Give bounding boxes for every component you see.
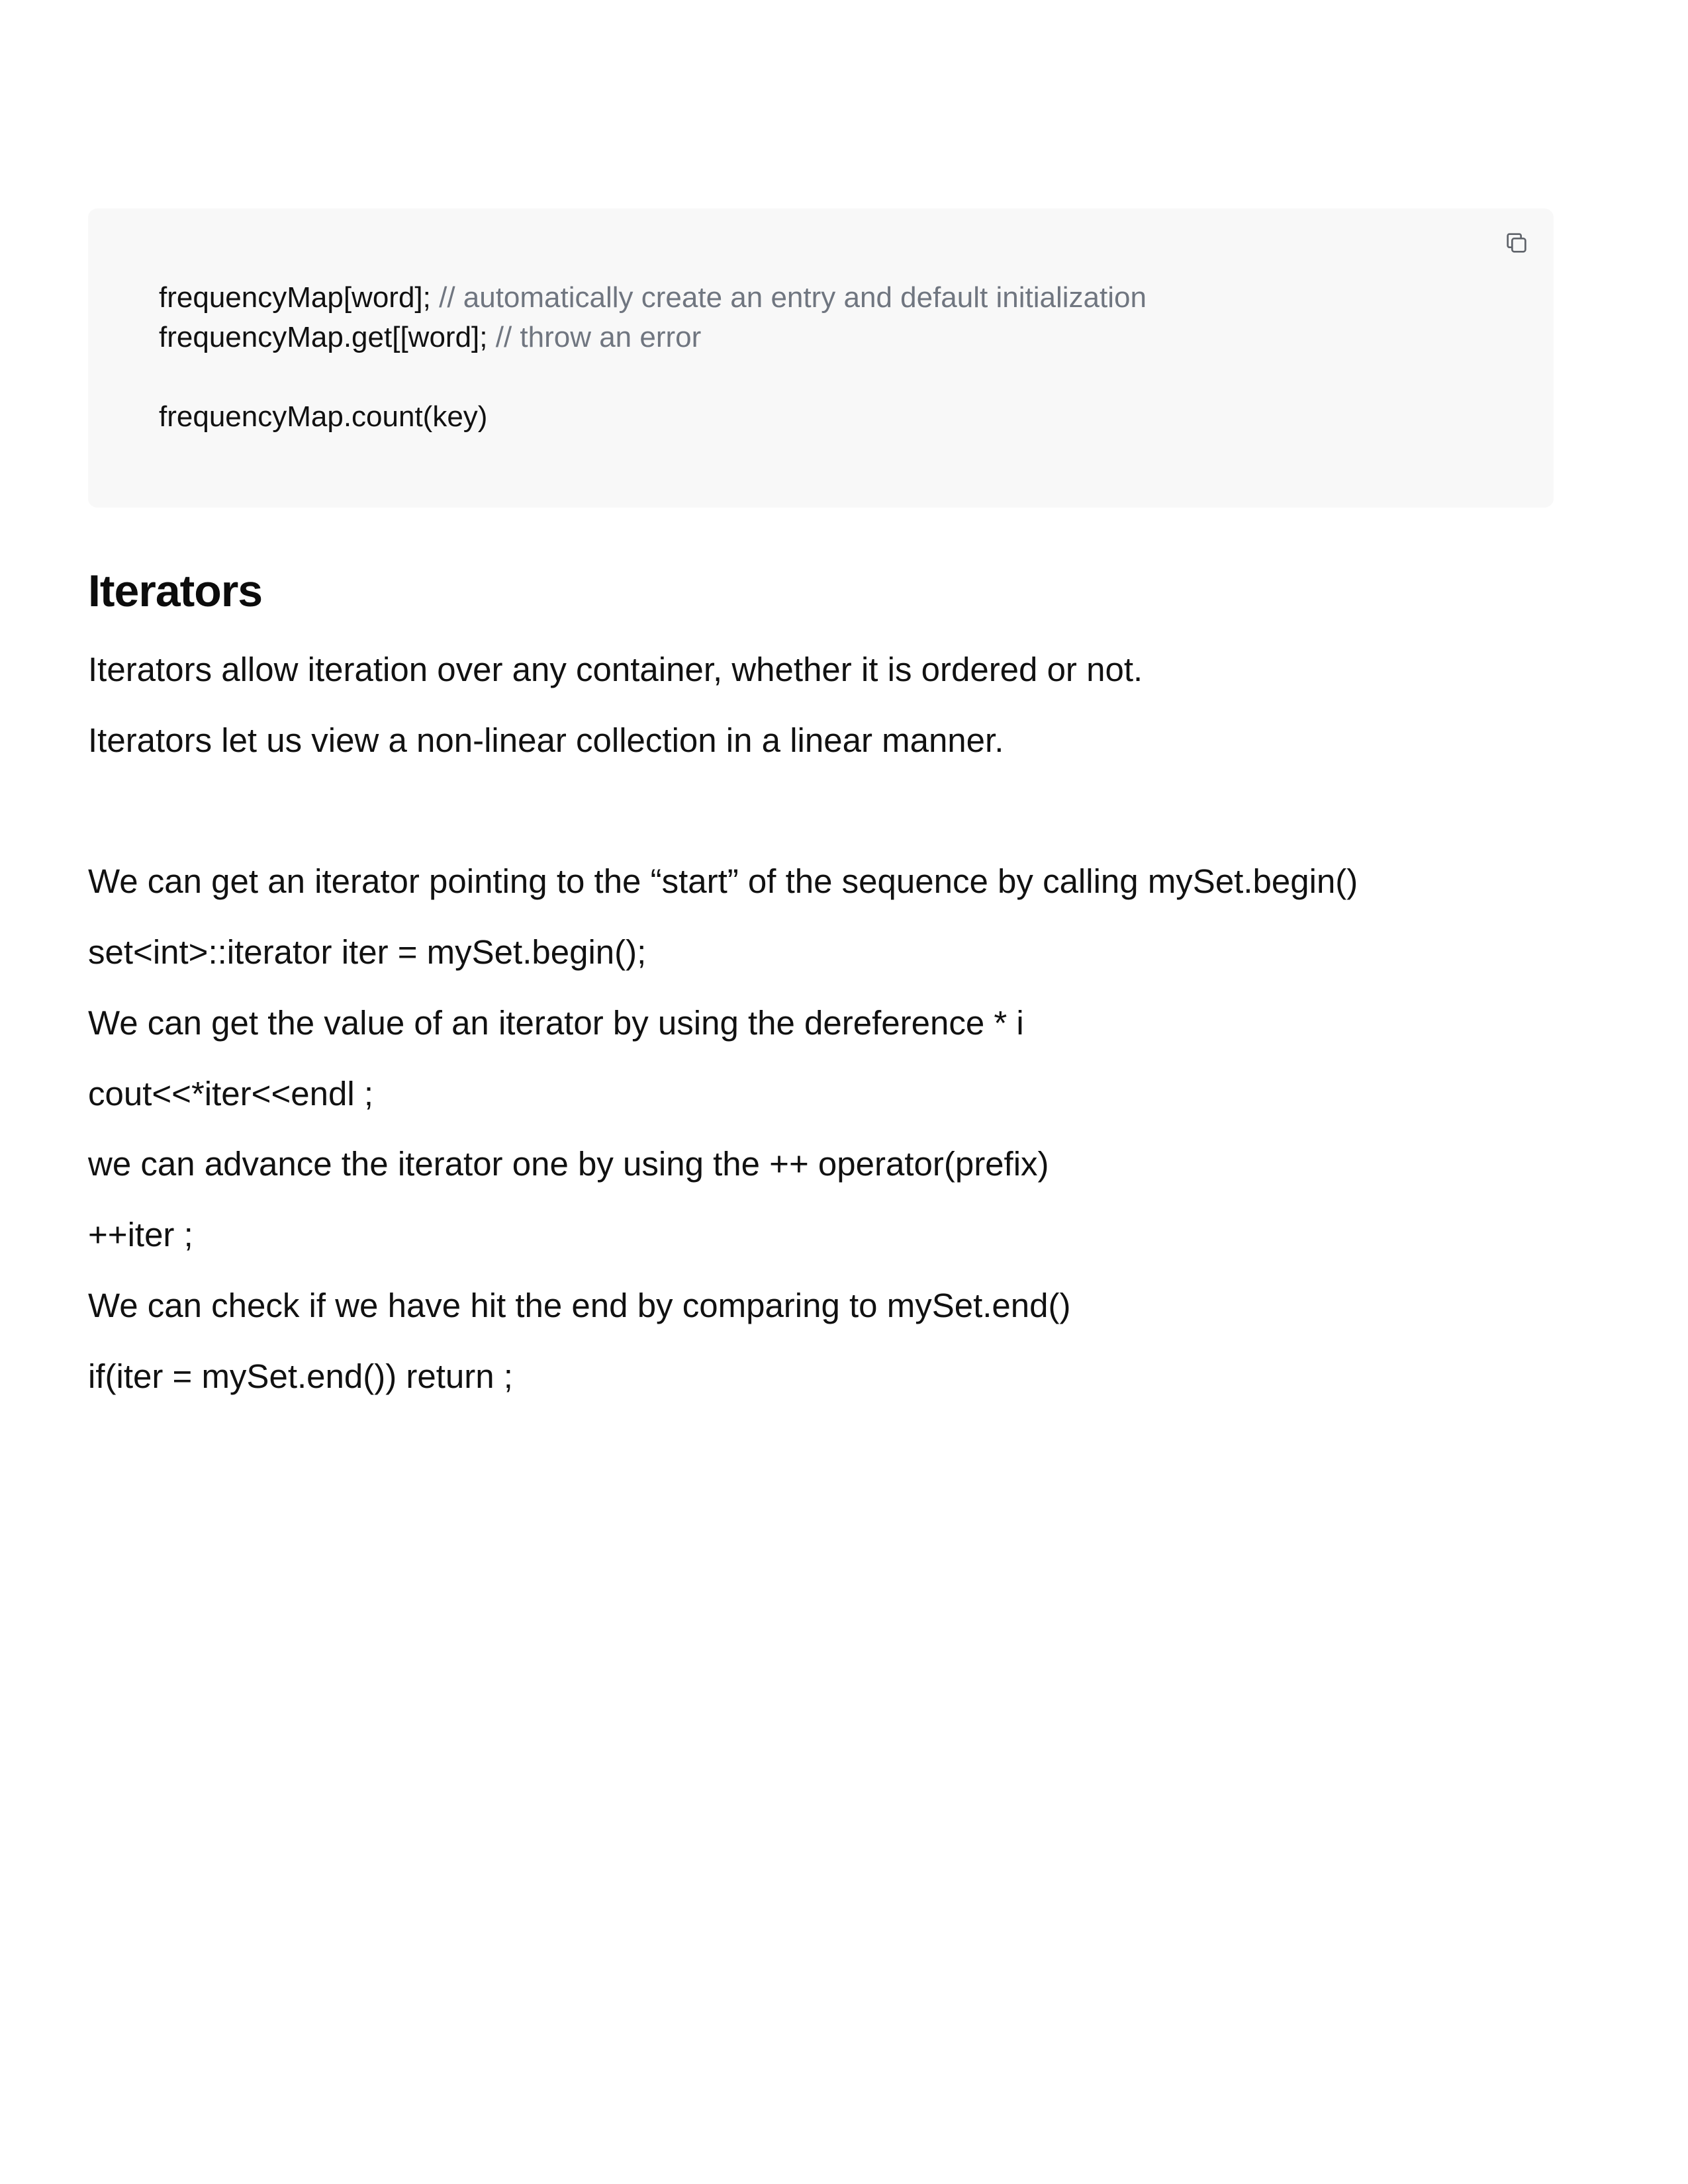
paragraph: We can get the value of an iterator by using the dereference * i bbox=[88, 1004, 1024, 1042]
code-line bbox=[159, 278, 1147, 318]
code-line bbox=[159, 397, 487, 437]
code-paragraph: cout<<*iter<<endl ; bbox=[88, 1075, 373, 1113]
code-block bbox=[88, 208, 1554, 508]
code-line bbox=[159, 318, 701, 357]
paragraph: we can advance the iterator one by using the ++ operator(prefix) bbox=[88, 1145, 1049, 1183]
section-heading: Iterators bbox=[88, 566, 263, 616]
copy-button[interactable] bbox=[1500, 226, 1533, 259]
paragraph: We can check if we have hit the end by comparing to mySet.end() bbox=[88, 1287, 1071, 1324]
code-text: frequencyMap.count(key) bbox=[159, 400, 488, 433]
code-comment: // throw an error bbox=[495, 321, 702, 353]
copy-icon bbox=[1503, 230, 1530, 256]
code-text: frequencyMap.get[[word]; bbox=[159, 321, 496, 353]
code-paragraph: set<int>::iterator iter = mySet.begin(); bbox=[88, 933, 647, 971]
paragraph: Iterators let us view a non-linear collection in a linear manner. bbox=[88, 721, 1004, 759]
code-text: frequencyMap[word]; bbox=[159, 281, 440, 314]
code-paragraph: ++iter ; bbox=[88, 1216, 193, 1253]
paragraph: We can get an iterator pointing to the “start” of the sequence by calling mySet.begin() bbox=[88, 862, 1358, 900]
code-paragraph: if(iter = mySet.end()) return ; bbox=[88, 1357, 513, 1395]
paragraph: Iterators allow iteration over any container, whether it is ordered or not. bbox=[88, 651, 1143, 688]
code-comment: // automatically create an entry and default initialization bbox=[439, 281, 1147, 314]
